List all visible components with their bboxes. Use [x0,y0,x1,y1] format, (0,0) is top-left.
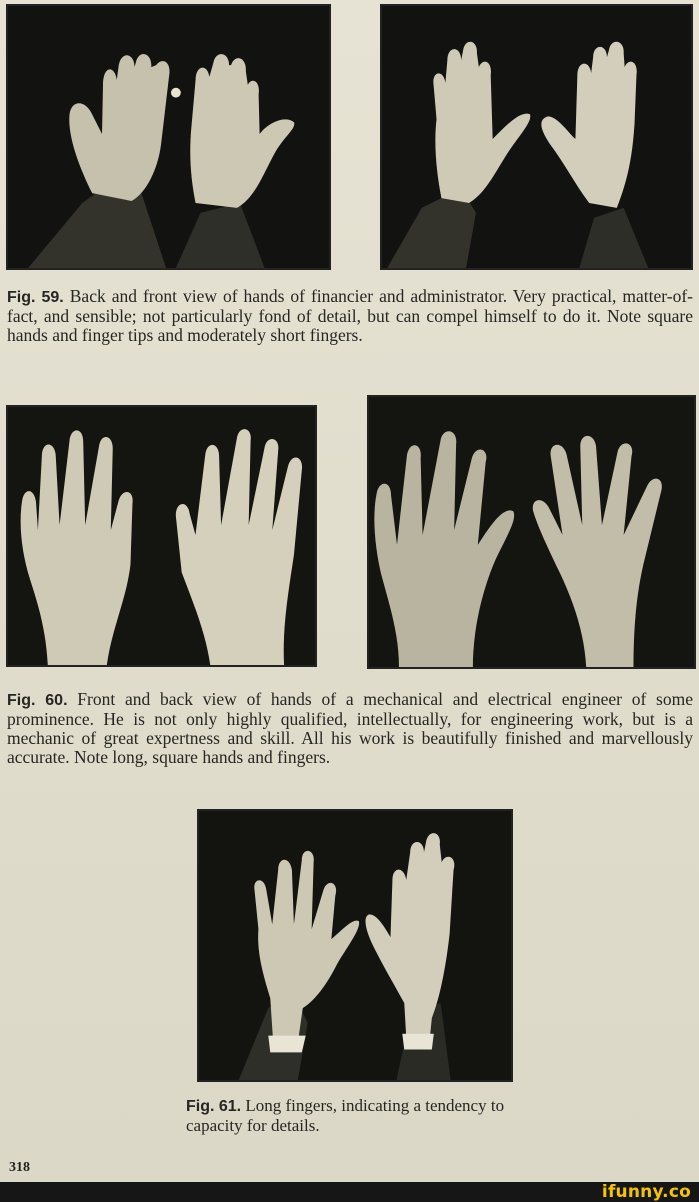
fig-59-photo-right [380,4,693,270]
fig-60-photo-right [367,395,696,669]
watermark-bar [0,1182,699,1202]
fig-60-photo-left [6,405,317,667]
fig-60-text: Front and back view of hands of a mechanical and electrical engineer of some prominence. He is not only highly qualified, intellectually, for engineering work, but is a mechanic of great expertness and skill. All his work is beautifully finished and marvellously accurate. Note long, square hands and fingers. [7,689,693,767]
fig-59-photo-left [6,4,331,270]
hands-front-view-image [8,407,315,665]
fig-61-caption [186,1096,516,1135]
fig-59-text: Back and front view of hands of financier and administrator. Very practical, matter-of-fact, and sensible; not particularly fond of detail, but can compel himself to do it. Note square hands and finger tips and moderately short fingers. [7,286,694,345]
fig-61-label: Fig. 61. [186,1098,242,1115]
watermark-logo: ifunny.co [601,1182,691,1202]
fig-61-photo [197,809,513,1082]
fig-60-label: Fig. 60. [7,692,68,709]
hands-back-view-image [8,6,329,268]
page-number: 318 [9,1160,30,1175]
hands-back-view-image [369,397,694,667]
fig-61-text: Long fingers, indicating a tendency to capacity for details. [186,1096,505,1135]
long-fingered-hands-image [199,811,511,1080]
fig-59-caption [7,287,693,345]
fig-59-label: Fig. 59. [7,289,64,306]
fig-60-caption [7,690,693,767]
hands-front-view-image [382,6,691,268]
